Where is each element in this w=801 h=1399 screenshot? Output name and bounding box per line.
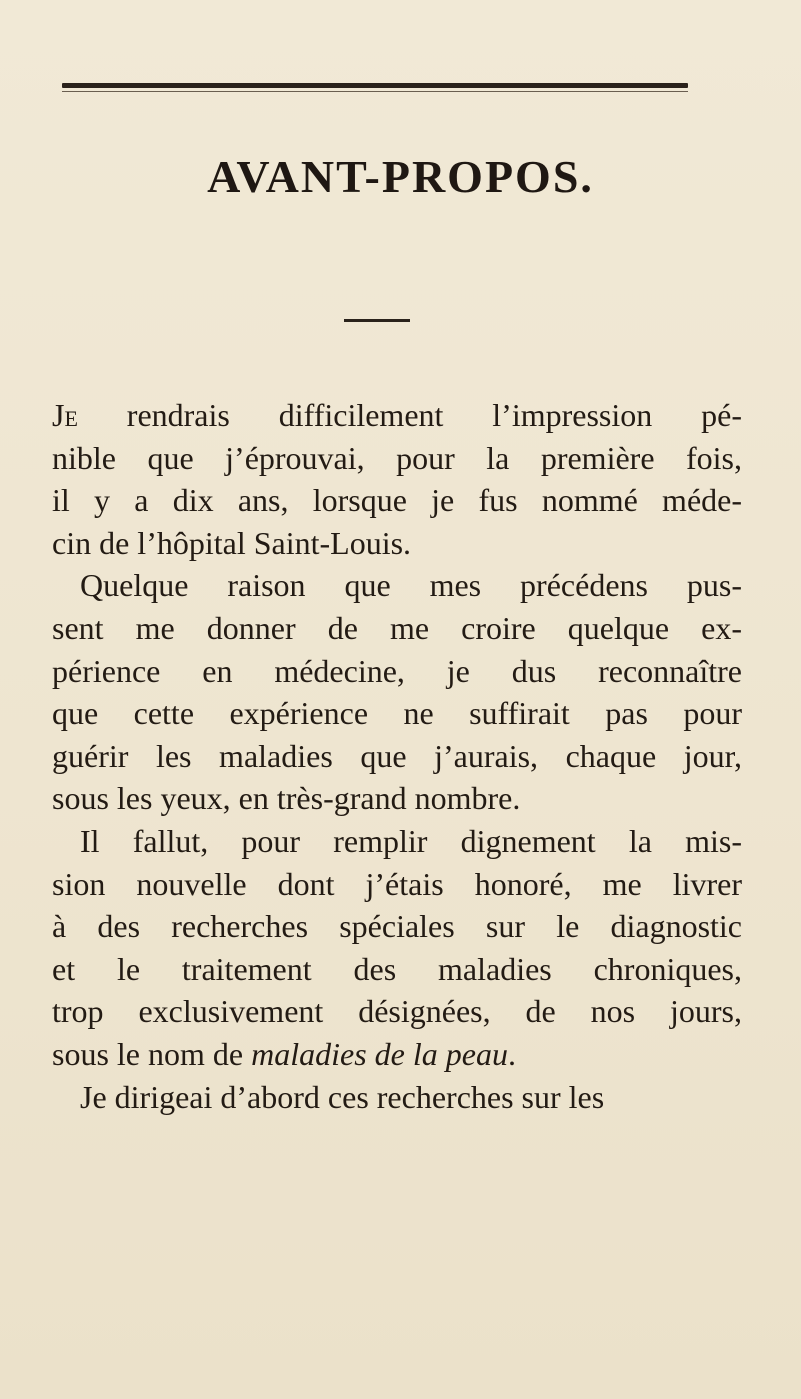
text-line: que cette expérience ne suffirait pas pour — [52, 695, 742, 732]
top-double-rule — [62, 83, 688, 88]
text-line: trop exclusivement désignées, de nos jours, — [52, 993, 742, 1030]
text-line: Je dirigeai d’abord ces recherches sur les — [80, 1078, 605, 1115]
text-line: périence en médecine, je dus reconnaître — [52, 652, 742, 689]
text-line: cin de l’hôpital Saint-Louis. — [52, 524, 412, 561]
text-line: il y a dix ans, lorsque je fus nommé méde- — [52, 482, 742, 519]
text-line: sion nouvelle dont j’étais honoré, me livrer — [52, 865, 742, 902]
text-line: sent me donner de me croire quelque ex- — [52, 609, 742, 646]
text-line: guérir les maladies que j’aurais, chaque jour, — [52, 737, 742, 774]
text-line — [52, 1033, 742, 1076]
line-text: sous le nom de — [52, 1035, 252, 1072]
text-line: nible que j’éprouvai, pour la première fois, — [52, 439, 742, 476]
text-line: et le traitement des maladies chroniques, — [52, 950, 742, 987]
text-line: sous les yeux, en très-grand nombre. — [52, 780, 521, 817]
text-line — [52, 394, 742, 437]
top-thin-rule — [62, 91, 688, 92]
text-line: Il fallut, pour remplir dignement la mis- — [80, 822, 742, 859]
heading-separator-rule — [344, 319, 410, 322]
body-text — [52, 394, 742, 1118]
line-text: rendrais difficilement l’impression pé- — [77, 397, 742, 433]
text-line: à des recherches spéciales sur le diagnostic — [52, 908, 742, 945]
italic-phrase: maladies de la peau — [251, 1035, 508, 1072]
text-line: Quelque raison que mes précédens pus- — [80, 567, 742, 604]
line-text: . — [507, 1035, 516, 1072]
lead-word: Je — [52, 397, 78, 433]
page-heading: AVANT-PROPOS. — [207, 151, 594, 202]
